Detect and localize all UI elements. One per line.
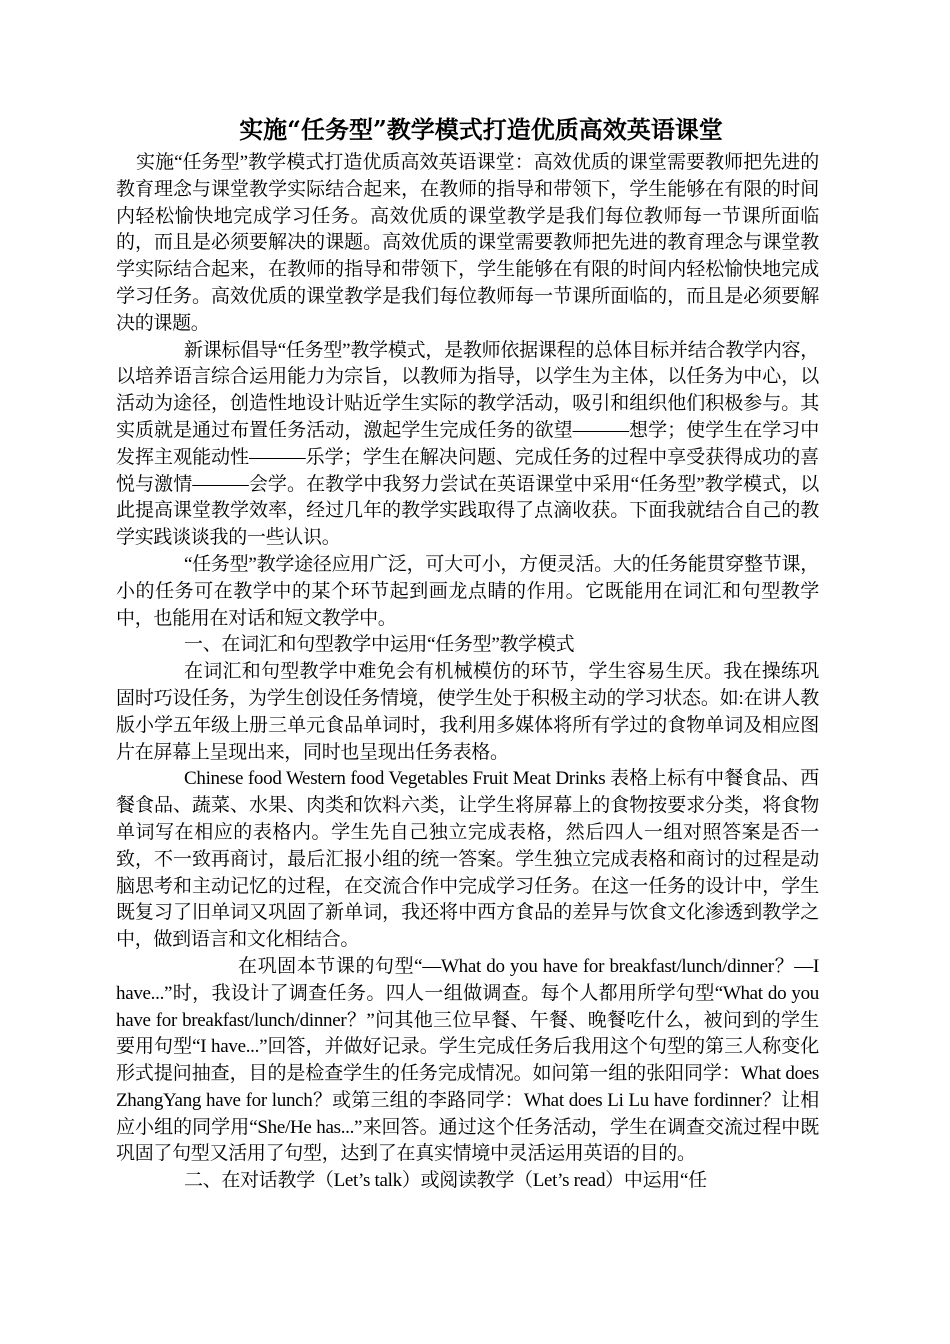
paragraph-food-table: Chinese food Western food Vegetables Fruit Meat Drinks 表格上标有中餐食品、西餐食品、蔬菜、水果、肉类和饮料六类，让学生将屏幕上的食物按要求分类，将食物单词写在相应的表格内。学生先自己独立完成表格，然后四人一组对照答案是否一致，不一致再商讨，最后汇报小组的统一答案。学生独立完成表格和商讨的过程是动脑思考和主动记忆的过程，在交流合作中完成学习任务。在这一任务的设计中，学生既复习了旧单词又巩固了新单词，我还将中西方食品的差异与饮食文化渗透到教学之中，做到语言和文化相结合。	[116, 768, 819, 951]
document-body	[116, 150, 819, 1195]
paragraph-task-approach: “任务型”教学途径应用广泛，可大可小，方便灵活。大的任务能贯穿整节课，小的任务可在教学中的某个环节起到画龙点睛的作用。它既能用在词汇和句型教学中，也能用在对话和短文教学中。	[116, 553, 819, 629]
section-heading-dialogue: 二、在对话教学（Let’s talk）或阅读教学（Let’s read）中运用“任	[184, 1170, 707, 1192]
document-title: 实施“任务型”教学模式打造优质高效英语课堂	[239, 115, 723, 144]
paragraph-sentence-pattern: 在巩固本节课的句型“—What do you have for breakfast/lunch/dinner？—I have...”时，我设计了调查任务。四人一组做调查。每个人都用所学句型“What do you have for breakfast/lunch/dinner？”问其他三位早餐、午餐、晚餐吃什么，被问到的学生要用句型“I have...”回答，并做好记录。学生完成任务后我用这个句型的第三人称变化形式提问抽查，目的是检查学生的任务完成情况。如问第一组的张阳同学：What does ZhangYang have for lunch？或第三组的李路同学：What does Li Lu have fordinner？让相应小组的同学用“She/He has...”来回答。通过这个任务活动，学生在调查交流过程中既巩固了句型又活用了句型，达到了在真实情境中灵活运用英语的目的。	[116, 955, 819, 1165]
section-heading-vocabulary: 一、在词汇和句型教学中运用“任务型”教学模式	[184, 634, 575, 656]
paragraph-vocabulary-teaching: 在词汇和句型教学中难免会有机械模仿的环节，学生容易生厌。我在操练巩固时巧设任务，为学生创设任务情境，使学生处于积极主动的学习状态。如:在讲人教版小学五年级上册三单元食品单词时，我利用多媒体将所有学过的食物单词及相应图片在屏幕上呈现出来，同时也呈现出任务表格。	[116, 661, 819, 763]
paragraph-intro: 实施“任务型”教学模式打造优质高效英语课堂：高效优质的课堂需要教师把先进的教育理念与课堂教学实际结合起来，在教师的指导和带领下，学生能够在有限的时间内轻松愉快地完成学习任务。高效优质的课堂教学是我们每位教师每一节课所面临的，而且是必须要解决的课题。高效优质的课堂需要教师把先进的教育理念与课堂教学实际结合起来，在教师的指导和带领下，学生能够在有限的时间内轻松愉快地完成学习任务。高效优质的课堂教学是我们每位教师每一节课所面临的，而且是必须要解决的课题。	[116, 152, 819, 334]
paragraph-task-based-teaching: 新课标倡导“任务型”教学模式，是教师依据课程的总体目标并结合教学内容，以培养语言综合运用能力为宗旨，以教师为指导，以学生为主体，以任务为中心，以活动为途径，创造性地设计贴近学生实际的教学活动，吸引和组织他们积极参与。其实质就是通过布置任务活动，激起学生完成任务的欲望———想学；使学生在学习中发挥主观能动性———乐学；学生在解决问题、完成任务的过程中享受获得成功的喜悦与激情———会学。在教学中我努力尝试在英语课堂中采用“任务型”教学模式，以此提高课堂教学效率，经过几年的教学实践取得了点滴收获。下面我就结合自己的教学实践谈谈我的一些认识。	[116, 339, 819, 549]
